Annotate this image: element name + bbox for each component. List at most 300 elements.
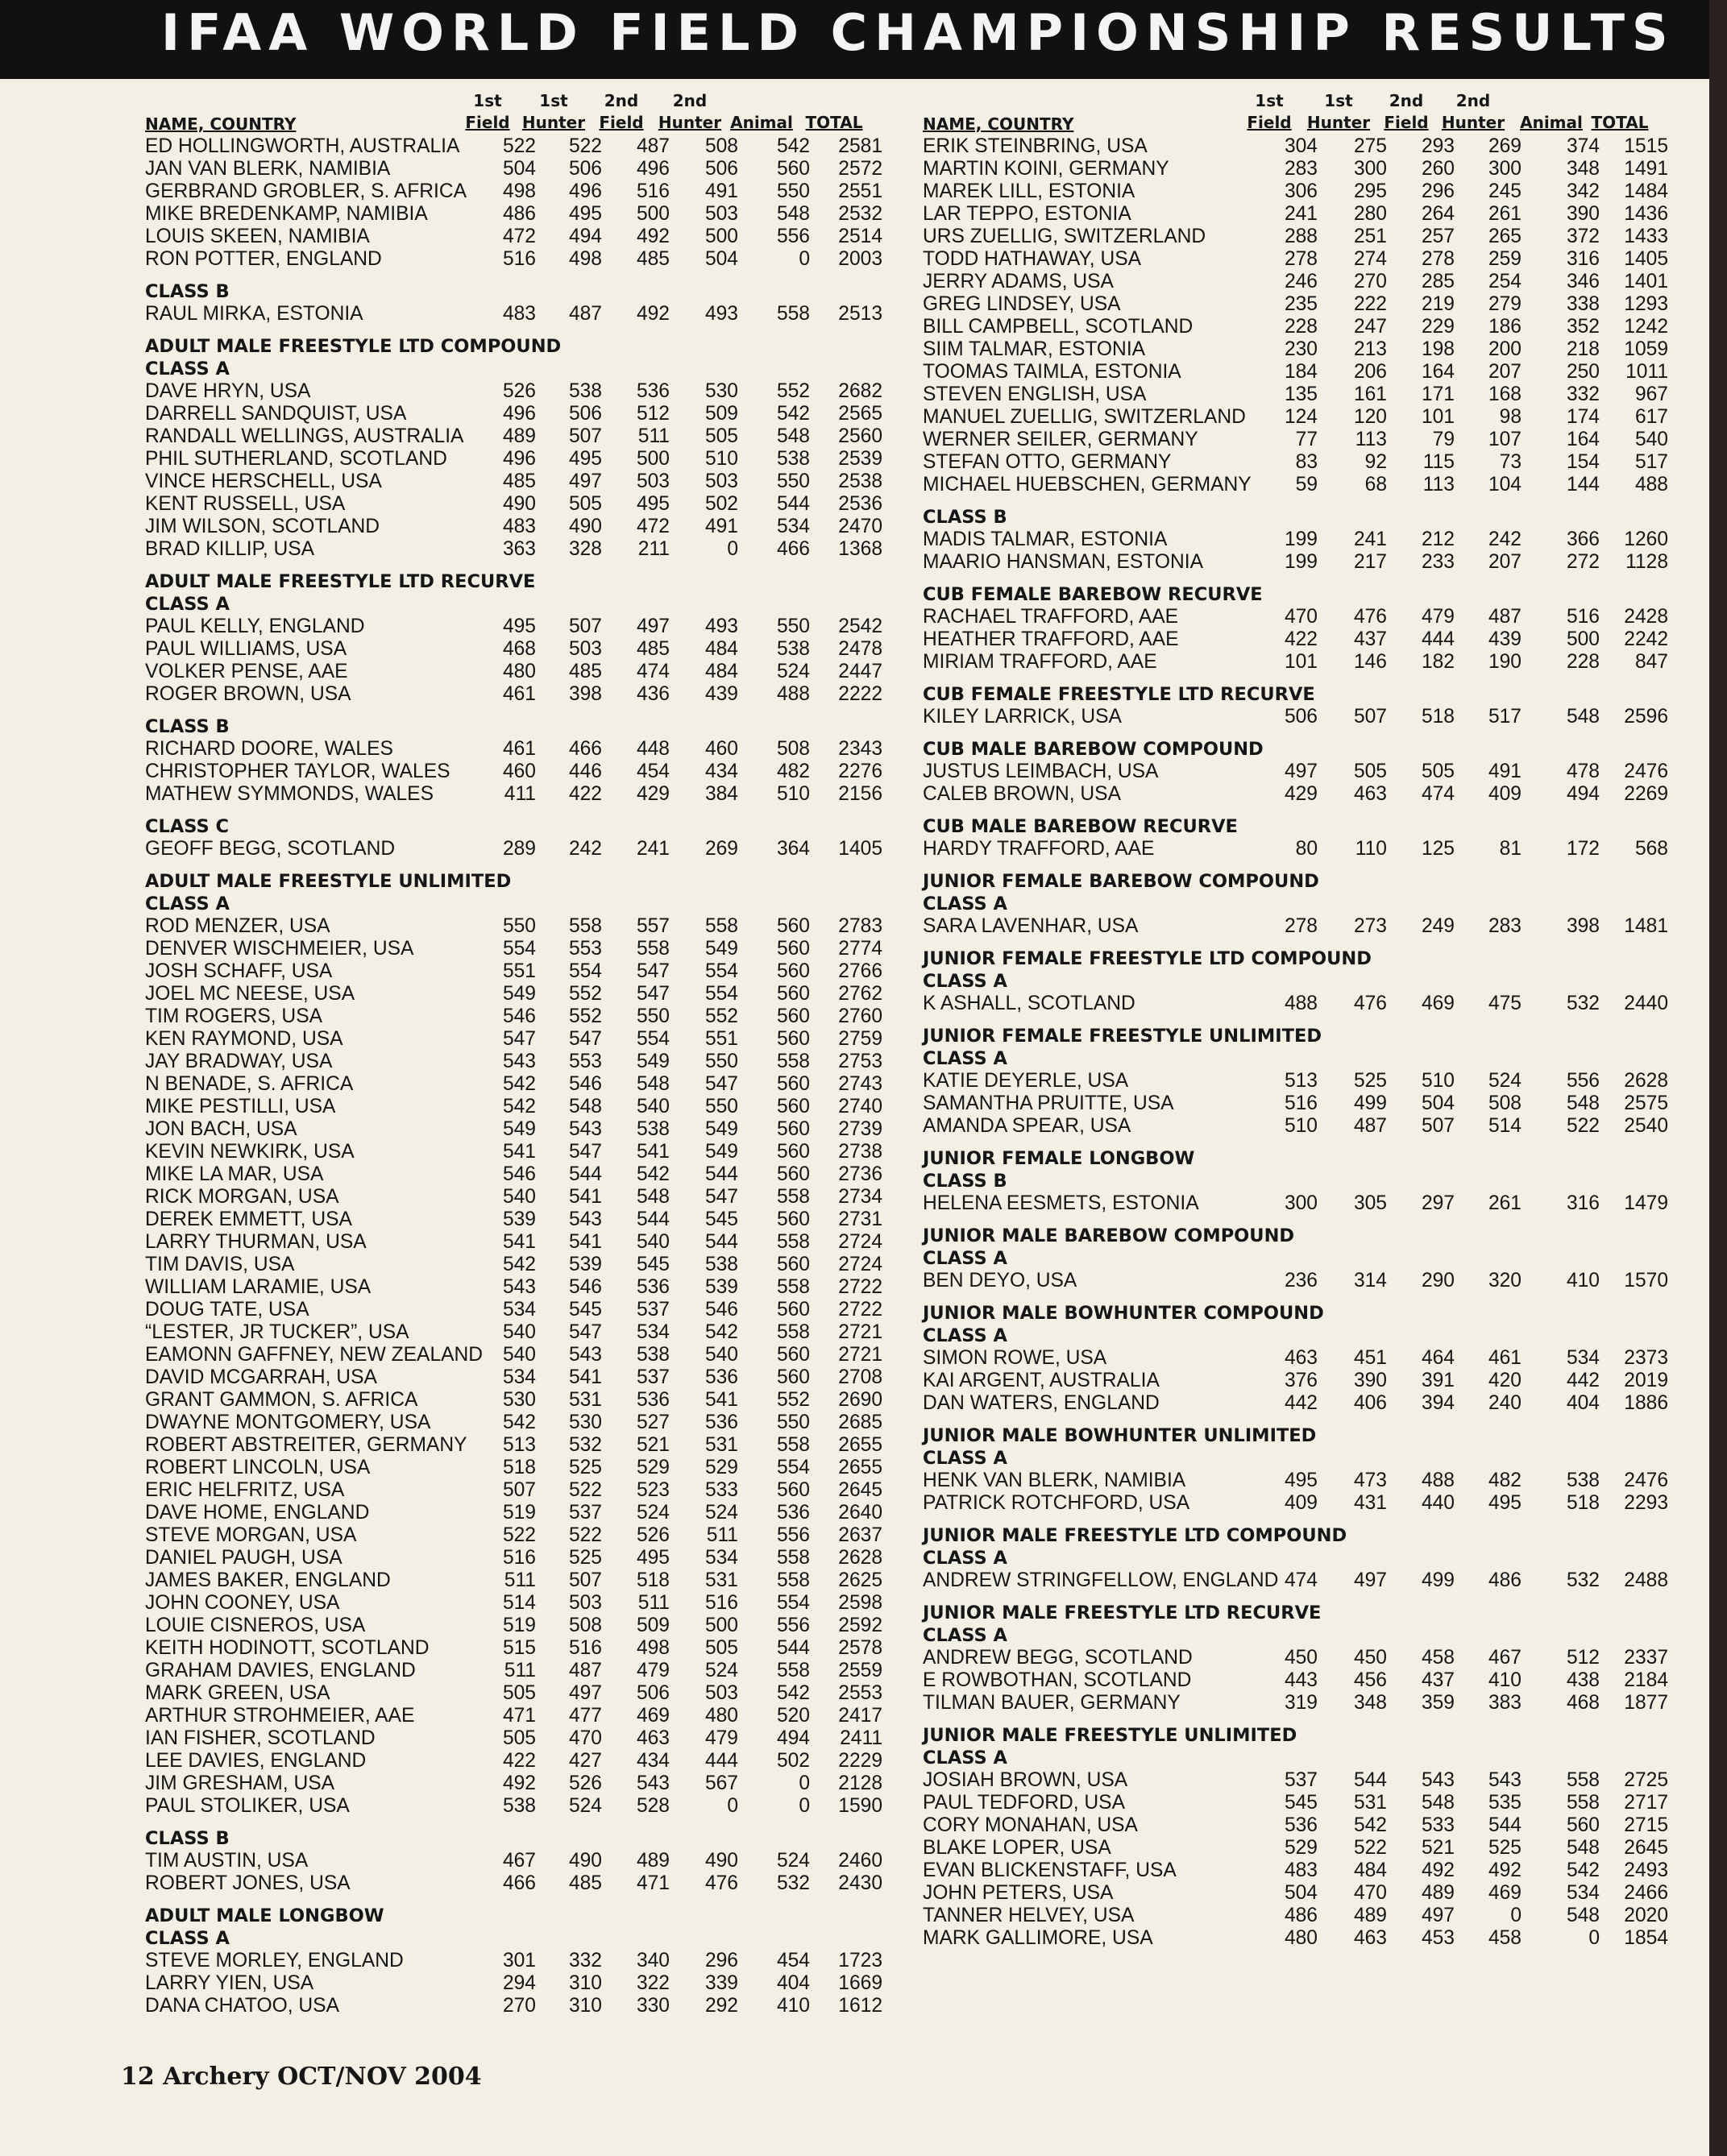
score-cell: 461 — [502, 738, 536, 760]
score-cell: 524 — [636, 1502, 670, 1524]
score-cell: 522 — [1566, 1115, 1600, 1137]
section-heading: ADULT MALE FREESTYLE LTD RECURVE — [145, 571, 536, 592]
archer-name: STEVEN ENGLISH, USA — [923, 384, 1147, 405]
score-cell: 495 — [502, 616, 536, 637]
score-cell: 544 — [568, 1163, 602, 1185]
section-gap — [915, 1292, 1640, 1302]
section-gap — [915, 1592, 1640, 1602]
score-cell: 545 — [704, 1209, 738, 1230]
result-row — [113, 1163, 919, 1186]
archer-name: SAMANTHA PRUITTE, USA — [923, 1093, 1174, 1114]
score-cell: 1436 — [1624, 203, 1668, 225]
score-cell: 272 — [1566, 551, 1600, 573]
score-cell: 0 — [727, 538, 738, 560]
score-cell: 359 — [1421, 1692, 1455, 1714]
score-cell: 107 — [1488, 429, 1522, 450]
score-cell: 467 — [1488, 1647, 1522, 1669]
score-cell: 543 — [1488, 1769, 1522, 1791]
score-cell: 509 — [704, 403, 738, 425]
score-cell: 554 — [704, 983, 738, 1005]
score-cell: 2721 — [838, 1321, 882, 1343]
score-cell: 542 — [502, 1412, 536, 1433]
score-cell: 198 — [1421, 338, 1455, 360]
score-cell: 525 — [568, 1457, 602, 1478]
archer-name: KATIE DEYERLE, USA — [923, 1070, 1129, 1092]
score-cell: 330 — [636, 1995, 670, 2017]
score-cell: 246 — [1284, 271, 1318, 292]
score-cell: 1433 — [1624, 226, 1668, 247]
score-cell: 558 — [776, 1186, 810, 1208]
score-cell: 2725 — [1624, 1769, 1668, 1791]
archer-name: ERIC HELFRITZ, USA — [145, 1479, 345, 1501]
section-gap — [113, 1818, 919, 1827]
section-gap — [113, 271, 919, 280]
archer-name: LARRY THURMAN, USA — [145, 1231, 367, 1253]
score-cell: 2269 — [1624, 783, 1668, 805]
score-cell: 293 — [1421, 135, 1455, 157]
score-cell: 172 — [1566, 838, 1600, 860]
score-cell: 560 — [776, 938, 810, 960]
result-row — [113, 158, 919, 180]
column-header-line2: Field — [1247, 113, 1292, 132]
score-cell: 0 — [799, 1772, 810, 1794]
score-cell: 283 — [1488, 915, 1522, 937]
column-header-line2: TOTAL — [1591, 113, 1649, 132]
result-row — [915, 180, 1668, 203]
score-cell: 322 — [636, 1972, 670, 1994]
score-cell: 543 — [1421, 1769, 1455, 1791]
archer-name: GEOFF BEGG, SCOTLAND — [145, 838, 396, 860]
score-cell: 542 — [502, 1096, 536, 1117]
score-cell: 314 — [1353, 1270, 1387, 1292]
score-cell: 422 — [1284, 628, 1318, 650]
score-cell: 526 — [502, 380, 536, 402]
score-cell: 505 — [502, 1682, 536, 1704]
score-cell: 530 — [568, 1412, 602, 1433]
score-cell: 2753 — [838, 1051, 882, 1072]
score-cell: 546 — [704, 1299, 738, 1321]
score-cell: 135 — [1284, 384, 1318, 405]
score-cell: 532 — [1566, 1569, 1600, 1591]
score-cell: 2578 — [838, 1637, 882, 1659]
score-cell: 536 — [636, 380, 670, 402]
score-cell: 558 — [776, 1547, 810, 1569]
score-cell: 548 — [776, 425, 810, 447]
archer-name: K ASHALL, SCOTLAND — [923, 993, 1135, 1014]
archer-name: KILEY LARRICK, USA — [923, 706, 1122, 728]
score-cell: 442 — [1566, 1370, 1600, 1391]
archer-name: JOEL MC NEESE, USA — [145, 983, 355, 1005]
score-cell: 560 — [776, 983, 810, 1005]
archer-name: N BENADE, S. AFRICA — [145, 1073, 354, 1095]
column-header-line1: 1st — [1324, 91, 1353, 110]
score-cell: 558 — [776, 1321, 810, 1343]
score-cell: 474 — [1421, 783, 1455, 805]
result-row — [113, 1366, 919, 1389]
score-cell: 2417 — [838, 1705, 882, 1727]
score-cell: 218 — [1566, 338, 1600, 360]
score-cell: 98 — [1499, 406, 1522, 428]
page-title: IFAA WORLD FIELD CHAMPIONSHIP RESULTS — [161, 3, 1675, 62]
score-cell: 560 — [776, 1096, 810, 1117]
score-cell: 2759 — [838, 1028, 882, 1050]
score-cell: 524 — [704, 1660, 738, 1681]
score-cell: 529 — [636, 1457, 670, 1478]
archer-name: JAN VAN BLERK, NAMIBIA — [145, 158, 391, 180]
column-header-line2: Field — [465, 113, 510, 132]
score-cell: 207 — [1488, 551, 1522, 573]
score-cell: 560 — [776, 1209, 810, 1230]
score-cell: 507 — [1421, 1115, 1455, 1137]
archer-name: JIM GRESHAM, USA — [145, 1772, 335, 1794]
section-heading: CLASS A — [145, 359, 230, 379]
score-cell: 536 — [636, 1389, 670, 1411]
score-cell: 558 — [776, 1051, 810, 1072]
archer-name: E ROWBOTHAN, SCOTLAND — [923, 1669, 1192, 1691]
score-cell: 1590 — [838, 1795, 882, 1817]
archer-name: TILMAN BAUER, GERMANY — [923, 1692, 1181, 1714]
page-edge — [1709, 0, 1727, 2156]
result-row — [915, 429, 1668, 451]
archer-name: SIMON ROWE, USA — [923, 1347, 1107, 1369]
archer-name: ROBERT LINCOLN, USA — [145, 1457, 371, 1478]
score-cell: 512 — [636, 403, 670, 425]
result-row — [113, 1209, 919, 1231]
score-cell: 474 — [636, 661, 670, 682]
score-cell: 518 — [1421, 706, 1455, 728]
score-cell: 260 — [1421, 158, 1455, 180]
result-row — [915, 158, 1668, 180]
result-row — [113, 1850, 919, 1872]
column-header-line2: TOTAL — [805, 113, 863, 132]
score-cell: 522 — [568, 1524, 602, 1546]
result-row — [113, 538, 919, 561]
result-row — [915, 248, 1668, 271]
score-cell: 516 — [704, 1592, 738, 1614]
score-cell: 518 — [502, 1457, 536, 1478]
archer-name: TOOMAS TAIMLA, ESTONIA — [923, 361, 1181, 383]
score-cell: 2783 — [838, 915, 882, 937]
section-heading: ADULT MALE FREESTYLE LTD COMPOUND — [145, 336, 562, 357]
score-cell: 538 — [704, 1254, 738, 1275]
score-cell: 538 — [776, 448, 810, 470]
result-row — [915, 474, 1668, 496]
score-cell: 242 — [568, 838, 602, 860]
score-cell: 522 — [568, 1479, 602, 1501]
score-cell: 515 — [502, 1637, 536, 1659]
section-heading: JUNIOR FEMALE LONGBOW — [923, 1148, 1195, 1169]
score-cell: 503 — [704, 471, 738, 492]
result-row — [915, 203, 1668, 226]
score-cell: 154 — [1566, 451, 1600, 473]
result-row — [113, 180, 919, 203]
score-cell: 552 — [776, 380, 810, 402]
score-cell: 503 — [704, 203, 738, 225]
archer-name: GERBRAND GROBLER, S. AFRICA — [145, 180, 467, 202]
score-cell: 468 — [1566, 1692, 1600, 1714]
result-row — [915, 1769, 1668, 1792]
archer-name: DEREK EMMETT, USA — [145, 1209, 352, 1230]
archer-name: RON POTTER, ENGLAND — [145, 248, 382, 270]
column-header-line2: Hunter — [521, 113, 586, 132]
score-cell: 489 — [502, 425, 536, 447]
result-row — [113, 1028, 919, 1051]
archer-name: JAY BRADWAY, USA — [145, 1051, 333, 1072]
score-cell: 273 — [1353, 915, 1387, 937]
score-cell: 537 — [636, 1299, 670, 1321]
score-cell: 2428 — [1624, 606, 1668, 628]
result-row — [113, 1524, 919, 1547]
score-cell: 545 — [636, 1254, 670, 1275]
score-cell: 547 — [568, 1141, 602, 1163]
score-cell: 146 — [1353, 651, 1387, 673]
score-cell: 507 — [568, 1569, 602, 1591]
score-cell: 279 — [1488, 293, 1522, 315]
score-cell: 542 — [1566, 1860, 1600, 1881]
score-cell: 967 — [1634, 384, 1668, 405]
score-cell: 2655 — [838, 1434, 882, 1456]
score-cell: 525 — [568, 1547, 602, 1569]
section-gap — [915, 1015, 1640, 1025]
score-cell: 245 — [1488, 180, 1522, 202]
score-cell: 2539 — [838, 448, 882, 470]
result-row — [113, 1457, 919, 1479]
score-cell: 519 — [502, 1615, 536, 1636]
score-cell: 517 — [1488, 706, 1522, 728]
score-cell: 300 — [1284, 1192, 1318, 1214]
score-cell: 542 — [776, 135, 810, 157]
score-cell: 516 — [1566, 606, 1600, 628]
score-cell: 506 — [568, 158, 602, 180]
score-cell: 443 — [1284, 1669, 1318, 1691]
score-cell: 296 — [1421, 180, 1455, 202]
score-cell: 548 — [776, 203, 810, 225]
score-cell: 531 — [568, 1389, 602, 1411]
score-cell: 2717 — [1624, 1792, 1668, 1814]
score-cell: 241 — [1353, 529, 1387, 550]
score-cell: 542 — [502, 1254, 536, 1275]
section-heading: CLASS A — [145, 594, 230, 615]
score-cell: 2722 — [838, 1276, 882, 1298]
score-cell: 544 — [704, 1163, 738, 1185]
archer-name: TIM AUSTIN, USA — [145, 1850, 309, 1872]
score-cell: 550 — [776, 616, 810, 637]
result-row — [915, 451, 1668, 474]
score-cell: 514 — [502, 1592, 536, 1614]
score-cell: 560 — [776, 1141, 810, 1163]
result-row — [915, 761, 1668, 783]
score-cell: 2640 — [838, 1502, 882, 1524]
score-cell: 2242 — [1624, 628, 1668, 650]
archer-name: DAVE HRYN, USA — [145, 380, 311, 402]
score-cell: 532 — [776, 1872, 810, 1894]
score-cell: 485 — [502, 471, 536, 492]
archer-name: RICK MORGAN, USA — [145, 1186, 339, 1208]
section-gap — [915, 674, 1640, 683]
result-row — [113, 425, 919, 448]
score-cell: 487 — [1353, 1115, 1387, 1137]
score-cell: 2762 — [838, 983, 882, 1005]
archer-name: EVAN BLICKENSTAFF, USA — [923, 1860, 1177, 1881]
section-heading: JUNIOR FEMALE FREESTYLE UNLIMITED — [923, 1026, 1322, 1047]
score-cell: 497 — [1284, 761, 1318, 782]
archer-name: MICHAEL HUEBSCHEN, GERMANY — [923, 474, 1252, 495]
archer-name: “LESTER, JR TUCKER”, USA — [145, 1321, 409, 1343]
section-gap — [113, 325, 919, 335]
result-row — [113, 403, 919, 425]
archer-name: CHRISTOPHER TAYLOR, WALES — [145, 761, 450, 782]
score-cell: 230 — [1284, 338, 1318, 360]
score-cell: 0 — [799, 248, 810, 270]
score-cell: 558 — [776, 1434, 810, 1456]
score-cell: 2276 — [838, 761, 882, 782]
score-cell: 490 — [704, 1850, 738, 1872]
archer-name: IAN FISHER, SCOTLAND — [145, 1727, 376, 1749]
score-cell: 533 — [1421, 1814, 1455, 1836]
section-heading: CLASS B — [923, 507, 1007, 528]
score-cell: 199 — [1284, 529, 1318, 550]
score-cell: 1877 — [1624, 1692, 1668, 1714]
score-cell: 544 — [776, 1637, 810, 1659]
column-header-line2: Hunter — [1306, 113, 1371, 132]
score-cell: 499 — [1353, 1093, 1387, 1114]
score-cell: 261 — [1488, 203, 1522, 225]
score-cell: 2596 — [1624, 706, 1668, 728]
score-cell: 190 — [1488, 651, 1522, 673]
score-cell: 439 — [704, 683, 738, 705]
section-heading: CLASS B — [145, 281, 230, 302]
result-row — [915, 993, 1668, 1015]
score-cell: 552 — [568, 983, 602, 1005]
score-cell: 363 — [502, 538, 536, 560]
score-cell: 101 — [1284, 651, 1318, 673]
score-cell: 497 — [1421, 1905, 1455, 1926]
score-cell: 2514 — [838, 226, 882, 247]
score-cell: 2293 — [1624, 1492, 1668, 1514]
score-cell: 558 — [776, 1660, 810, 1681]
score-cell: 434 — [704, 761, 738, 782]
score-cell: 275 — [1353, 135, 1387, 157]
score-cell: 236 — [1284, 1270, 1318, 1292]
archer-name: DARRELL SANDQUIST, USA — [145, 403, 407, 425]
score-cell: 249 — [1421, 915, 1455, 937]
archer-name: PHIL SUTHERLAND, SCOTLAND — [145, 448, 447, 470]
score-cell: 510 — [776, 783, 810, 805]
score-cell: 2690 — [838, 1389, 882, 1411]
score-cell: 544 — [1488, 1814, 1522, 1836]
column-header-line2: Hunter — [658, 113, 722, 132]
archer-name: TODD HATHAWAY, USA — [923, 248, 1142, 270]
score-cell: 554 — [776, 1592, 810, 1614]
result-row — [113, 1772, 919, 1795]
score-cell: 2542 — [838, 616, 882, 637]
score-cell: 300 — [1353, 158, 1387, 180]
archer-name: DAVE HOME, ENGLAND — [145, 1502, 370, 1524]
score-cell: 548 — [568, 1096, 602, 1117]
score-cell: 551 — [704, 1028, 738, 1050]
score-cell: 516 — [636, 180, 670, 202]
score-cell: 186 — [1488, 316, 1522, 338]
score-cell: 2440 — [1624, 993, 1668, 1014]
score-cell: 431 — [1353, 1492, 1387, 1514]
result-row — [915, 1347, 1668, 1370]
archer-name: PAUL WILLIAMS, USA — [145, 638, 347, 660]
result-row — [113, 1299, 919, 1321]
score-cell: 617 — [1634, 406, 1668, 428]
score-cell: 560 — [776, 1005, 810, 1027]
section-heading: CLASS A — [923, 1625, 1007, 1646]
section-gap — [915, 1138, 1640, 1147]
archer-name: LEE DAVIES, ENGLAND — [145, 1750, 367, 1772]
score-cell: 538 — [776, 638, 810, 660]
column-header-line1: 2nd — [672, 91, 708, 110]
score-cell: 534 — [502, 1366, 536, 1388]
score-cell: 532 — [1566, 993, 1600, 1014]
score-cell: 460 — [502, 761, 536, 782]
score-cell: 2478 — [838, 638, 882, 660]
result-row — [915, 1115, 1668, 1138]
score-cell: 2740 — [838, 1096, 882, 1117]
score-cell: 466 — [502, 1872, 536, 1894]
score-cell: 550 — [636, 1005, 670, 1027]
section-gap — [113, 860, 919, 870]
score-cell: 2559 — [838, 1660, 882, 1681]
score-cell: 285 — [1421, 271, 1455, 292]
result-row — [113, 1412, 919, 1434]
score-cell: 484 — [1353, 1860, 1387, 1881]
result-row — [113, 783, 919, 806]
score-cell: 487 — [636, 135, 670, 157]
score-cell: 505 — [704, 1637, 738, 1659]
score-cell: 480 — [502, 661, 536, 682]
score-cell: 487 — [1488, 606, 1522, 628]
score-cell: 420 — [1488, 1370, 1522, 1391]
score-cell: 554 — [502, 938, 536, 960]
score-cell: 2685 — [838, 1412, 882, 1433]
archer-name: ARTHUR STROHMEIER, AAE — [145, 1705, 415, 1727]
score-cell: 495 — [1488, 1492, 1522, 1514]
score-cell: 500 — [1566, 628, 1600, 650]
archer-name: WERNER SEILER, GERMANY — [923, 429, 1198, 450]
score-cell: 213 — [1353, 338, 1387, 360]
score-cell: 520 — [776, 1705, 810, 1727]
result-row — [113, 983, 919, 1005]
archer-name: DWAYNE MONTGOMERY, USA — [145, 1412, 431, 1433]
score-cell: 211 — [637, 538, 670, 560]
archer-name: DOUG TATE, USA — [145, 1299, 309, 1321]
score-cell: 446 — [568, 761, 602, 782]
score-cell: 101 — [1421, 406, 1455, 428]
score-cell: 505 — [1421, 761, 1455, 782]
result-row — [113, 1254, 919, 1276]
score-cell: 319 — [1284, 1692, 1318, 1714]
result-row — [113, 1705, 919, 1727]
score-cell: 556 — [776, 226, 810, 247]
result-row — [113, 471, 919, 493]
section-gap — [915, 496, 1640, 506]
section-heading: CLASS A — [923, 1448, 1007, 1469]
score-cell: 550 — [502, 915, 536, 937]
result-row — [113, 1502, 919, 1524]
section-heading: CLASS A — [923, 893, 1007, 914]
score-cell: 543 — [568, 1344, 602, 1366]
result-row — [113, 1276, 919, 1299]
score-cell: 398 — [1566, 915, 1600, 937]
score-cell: 124 — [1284, 406, 1318, 428]
score-cell: 448 — [636, 738, 670, 760]
score-cell: 340 — [636, 1950, 670, 1971]
result-row — [113, 1795, 919, 1818]
